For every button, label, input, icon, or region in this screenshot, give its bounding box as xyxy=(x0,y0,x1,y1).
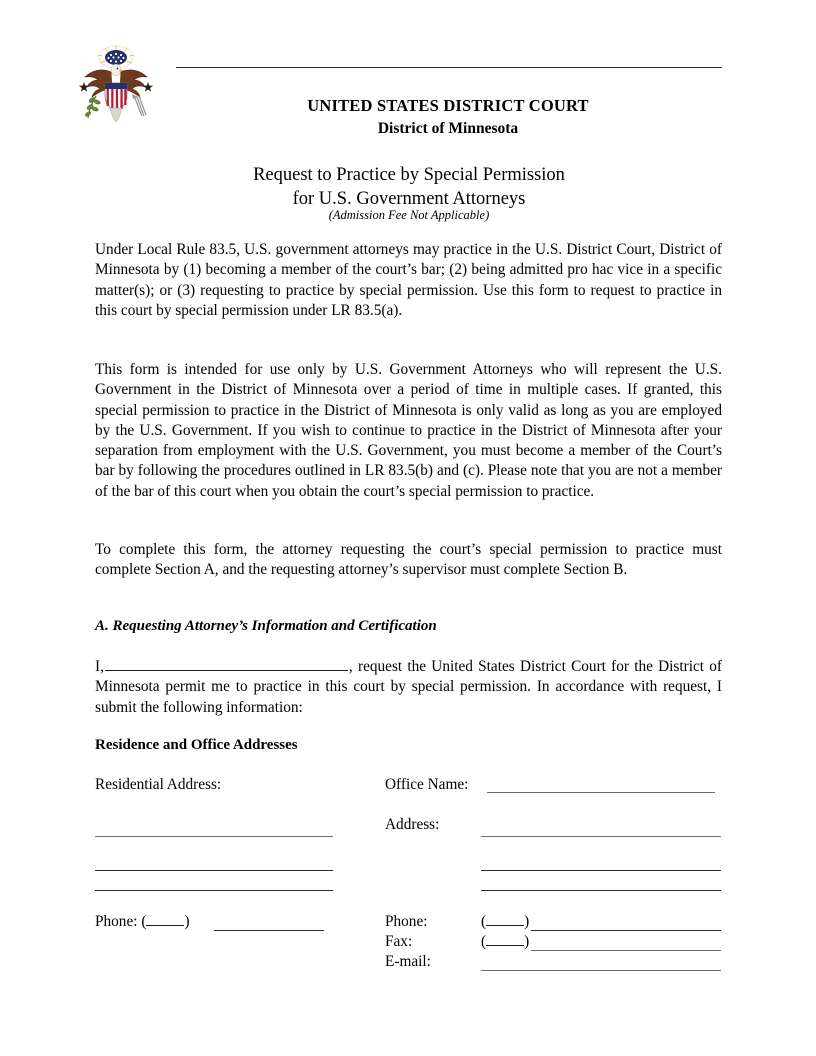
attorney-name-blank[interactable] xyxy=(105,657,348,671)
section-a-heading: A. Requesting Attorney’s Information and Certification xyxy=(95,618,437,634)
office-phone-paren-group xyxy=(481,913,529,931)
certification-paragraph xyxy=(95,657,722,718)
residential-address-line-1[interactable] xyxy=(95,836,333,837)
intro-paragraph-3: To complete this form, the attorney requesting the court’s special permission to practice must complete Section A, and the requesting attorney’s supervisor must complete Section B. xyxy=(95,541,722,579)
office-fax-area-blank[interactable] xyxy=(486,934,524,946)
addresses-subheading: Residence and Office Addresses xyxy=(95,737,298,753)
great-seal-eagle-icon xyxy=(72,44,160,134)
office-email-blank[interactable] xyxy=(481,970,721,971)
office-email-label: E-mail: xyxy=(385,953,431,970)
office-address-line-1[interactable] xyxy=(481,836,721,837)
residential-phone-row xyxy=(95,913,190,931)
form-title-line-2: for U.S. Government Attorneys xyxy=(292,189,526,209)
residential-phone-label: Phone: xyxy=(95,913,138,930)
certification-suffix: , request the United States District Court for the District of Minnesota permit me to practice in this court by special permission. In accordance with request, I submit the following information: xyxy=(95,658,722,716)
office-name-blank[interactable] xyxy=(487,792,715,793)
office-phone-paren-close: ) xyxy=(524,913,530,930)
addresses-form-area xyxy=(0,770,816,990)
office-phone-label: Phone: xyxy=(385,913,428,930)
court-name: UNITED STATES DISTRICT COURT xyxy=(307,96,589,115)
certification-paragraph-container xyxy=(95,657,722,718)
office-fax-paren-close: ) xyxy=(524,933,530,950)
residential-phone-area-blank[interactable] xyxy=(146,914,184,926)
intro-paragraph-3-container xyxy=(95,540,722,581)
header-divider-rule xyxy=(176,67,722,68)
residential-address-line-3[interactable] xyxy=(95,890,333,891)
residential-phone-paren-close: ) xyxy=(184,913,190,930)
court-district: District of Minnesota xyxy=(377,120,519,137)
document-header xyxy=(0,0,816,150)
office-fax-paren-open: ( xyxy=(481,933,487,950)
office-fax-label: Fax: xyxy=(385,933,413,950)
form-title-note: (Admission Fee Not Applicable) xyxy=(328,208,490,222)
office-fax-paren-group xyxy=(481,933,529,951)
residential-address-label: Residential Address: xyxy=(95,776,222,793)
office-name-label: Office Name: xyxy=(385,776,469,793)
office-phone-area-blank[interactable] xyxy=(486,914,524,926)
office-address-line-2[interactable] xyxy=(481,870,721,871)
residential-phone-number-blank[interactable] xyxy=(214,930,324,931)
intro-paragraph-2-container xyxy=(95,360,722,502)
residential-phone-paren-open: ( xyxy=(141,913,147,930)
form-title-line-1: Request to Practice by Special Permission xyxy=(253,165,565,185)
intro-paragraph-1: Under Local Rule 83.5, U.S. government attorneys may practice in the U.S. District Court, District of Minnesota by (1) becoming a member of the court’s bar; (2) being admitted pro hac vice in a specific matter(s); or (3) requesting to practice by special permission. Use this form to request to practice in this court by special permission under LR 83.5(a). xyxy=(95,241,722,319)
intro-paragraph-2: This form is intended for use only by U.S. Government Attorneys who will represent the U.S. Government in the District of Minnesota over a period of time in multiple cases. If granted, this special permission to practice in the District of Minnesota is only valid as long as you are employed by the U.S. Government. If you wish to continue to practice in the District of Minnesota after your separation from employment with the U.S. Government, you must become a member of the Court’s bar by following the procedures outlined in LR 83.5(b) and (c). Please note that you are not a member of the bar of this court when you obtain the court’s special permission to practice. xyxy=(95,361,722,500)
certification-prefix: I, xyxy=(95,658,104,675)
office-fax-number-blank[interactable] xyxy=(531,950,721,951)
office-address-line-3[interactable] xyxy=(481,890,721,891)
intro-paragraph-1-container xyxy=(95,240,722,321)
residential-address-line-2[interactable] xyxy=(95,870,333,871)
office-phone-number-blank[interactable] xyxy=(531,930,721,931)
office-address-label: Address: xyxy=(385,816,440,833)
office-phone-paren-open: ( xyxy=(481,913,487,930)
